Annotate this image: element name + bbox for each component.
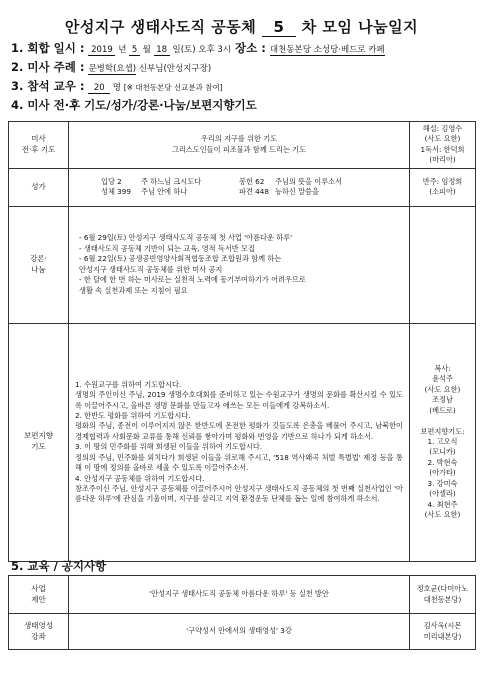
meeting-datetime: 1. 회합 일시 : 2019 년 5 월 18 일(토) 오후 3시 장소 : 대천동본당 소성당·베드로 카페 <box>11 41 385 55</box>
mass-celebrant: 2. 미사 주례 : 문병학(요셉) 신부님(안성지구장) <box>11 60 212 74</box>
prayer-label: 미사 전·후 기도 <box>9 122 69 169</box>
notice-table <box>8 575 476 650</box>
notice-content: '구약성서 안에서의 생태영성' 3강 <box>69 614 410 650</box>
universal-prayer-label: 보편지향 기도 <box>9 323 69 561</box>
prayer-row <box>9 122 476 169</box>
prayer-intention: 4. 안성지구 공동체를 위하여 기도합시다. 창조주이신 주님, 안성지구 공동체를 이끌어주시어 안성지구 생태사도직 공동체의 첫 번째 실천사업인 '아름다운 하루'에 관심을 기울이며, 지구를 살리고 지역 환경운동 단체를 돕는 일에 참여하게 하소서. <box>75 473 403 504</box>
hymn-label: 성가 <box>9 168 69 206</box>
page-title: 안성지구 생태사도직 공동체 5 차 모임 나눔일지 <box>64 18 419 36</box>
prayer-staff: 해설: 김영수 (사도 요한) 1독서: 한덕희 (마리아) <box>410 122 476 169</box>
homily-item: - 한 달에 한 번 하는 미사로는 실천적 노력에 동기부여하기가 어려우므로 생활 속 실천과제 또는 지침이 필요 <box>79 275 306 295</box>
prayer-content: 우리의 지구를 위한 기도 그리스도인들이 피조물과 함께 드리는 기도 <box>69 122 410 169</box>
homily-item: - 6월 22일(토) 공생공빈영양사회적협동조합 조합원과 함께 하는 안성지구 생태사도직 공동체를 위한 미사 공지 <box>79 254 282 274</box>
homily-row <box>9 206 476 323</box>
hymn-row <box>9 168 476 206</box>
mass-table <box>8 121 476 562</box>
meeting-number: 5 <box>262 18 296 37</box>
notice-row <box>9 614 476 650</box>
attendance: 3. 참석 교우 : 20 명 [※ 대천동본당 선교분과 참여] <box>11 79 223 93</box>
place-value: 대천동본당 소성당·베드로 카페 <box>269 45 385 55</box>
homily-label: 강론· 나눔 <box>9 206 69 323</box>
homily-item: - 6월 29일(토) 안성지구 생태사도직 공동체 첫 사업 '아름다운 하루' <box>79 233 293 243</box>
universal-prayer-content <box>69 323 410 561</box>
prayer-intention: 1. 수원교구를 위하여 기도합시다. 생명의 주인이신 주님, 2019 생명수호대회를 준비하고 있는 수원교구가 생명의 문화를 확산시킬 수 있도록 이끌어주시고, 올바른 생명 문화를 만들고자 애쓰는 모든 이들에게 강복하소서. <box>75 379 403 410</box>
universal-prayer-staff: 복사: 윤석주 (사도 요한) 조정남 (베드로) 보편지향기도: 1. 고오식 (모니카) 2. 박현숙 (아가타) 3. 강미숙 (아셀라) 4. 최현주 (사도 요한) <box>410 323 476 561</box>
section-5-heading: 5. 교육 / 공지사항 <box>11 559 107 573</box>
notice-label: 생태영성 강좌 <box>9 614 69 650</box>
homily-content <box>69 206 410 323</box>
notice-presenter: 김사욱(시몬 미리내본당) <box>410 614 476 650</box>
place-label: 장소 : <box>235 41 266 55</box>
notice-presenter: 정호균(다미아노 대천동본당) <box>410 576 476 614</box>
prayer-intention: 3. 이 땅의 민주화를 위해 희생된 이들을 위하여 기도합시다. 정의의 주님, 민주화를 외치다가 희생된 이들을 위로해 주시고, '518 역사왜곡 처벌 특별법' 제정 등을 통해 이 땅에 정의를 올바로 세울 수 있도록 이끌어주소서. <box>75 442 403 473</box>
section-4-heading: 4. 미사 전·후 기도/성가/강론·나눔/보편지향기도 <box>11 98 257 112</box>
prayer-intention: 2. 한반도 평화를 위하여 기도합시다. 평화의 주님, 종전이 이루어지지 않은 한반도에 온전한 평화가 깃들도록 은총을 베풀어 주시고, 남북한이 경제협력과 사회문화 교류를 통해 신뢰를 쌓아가며 평화와 번영을 기반으로 하나가 되게 하소서. <box>75 410 403 441</box>
notice-label: 사업 제안 <box>9 576 69 614</box>
homily-item: - 생태사도직 공동체 기반이 되는 교육, 영적 독서반 모집 <box>79 243 255 253</box>
universal-prayer-row <box>9 323 476 561</box>
hymn-accompanist: 반주: 임정희 (소피아) <box>410 168 476 206</box>
notice-content: '안성지구 생태사도직 공동체 아름다운 하루' 등 실천 방안 <box>69 576 410 614</box>
hymn-content: 입당 2 주 하느님 크시도다 봉헌 62 주님의 뜻을 이루소서 성체 399 주님 안에 하나 파견 448 능하신 말씀을 <box>69 168 410 206</box>
notice-row <box>9 576 476 614</box>
